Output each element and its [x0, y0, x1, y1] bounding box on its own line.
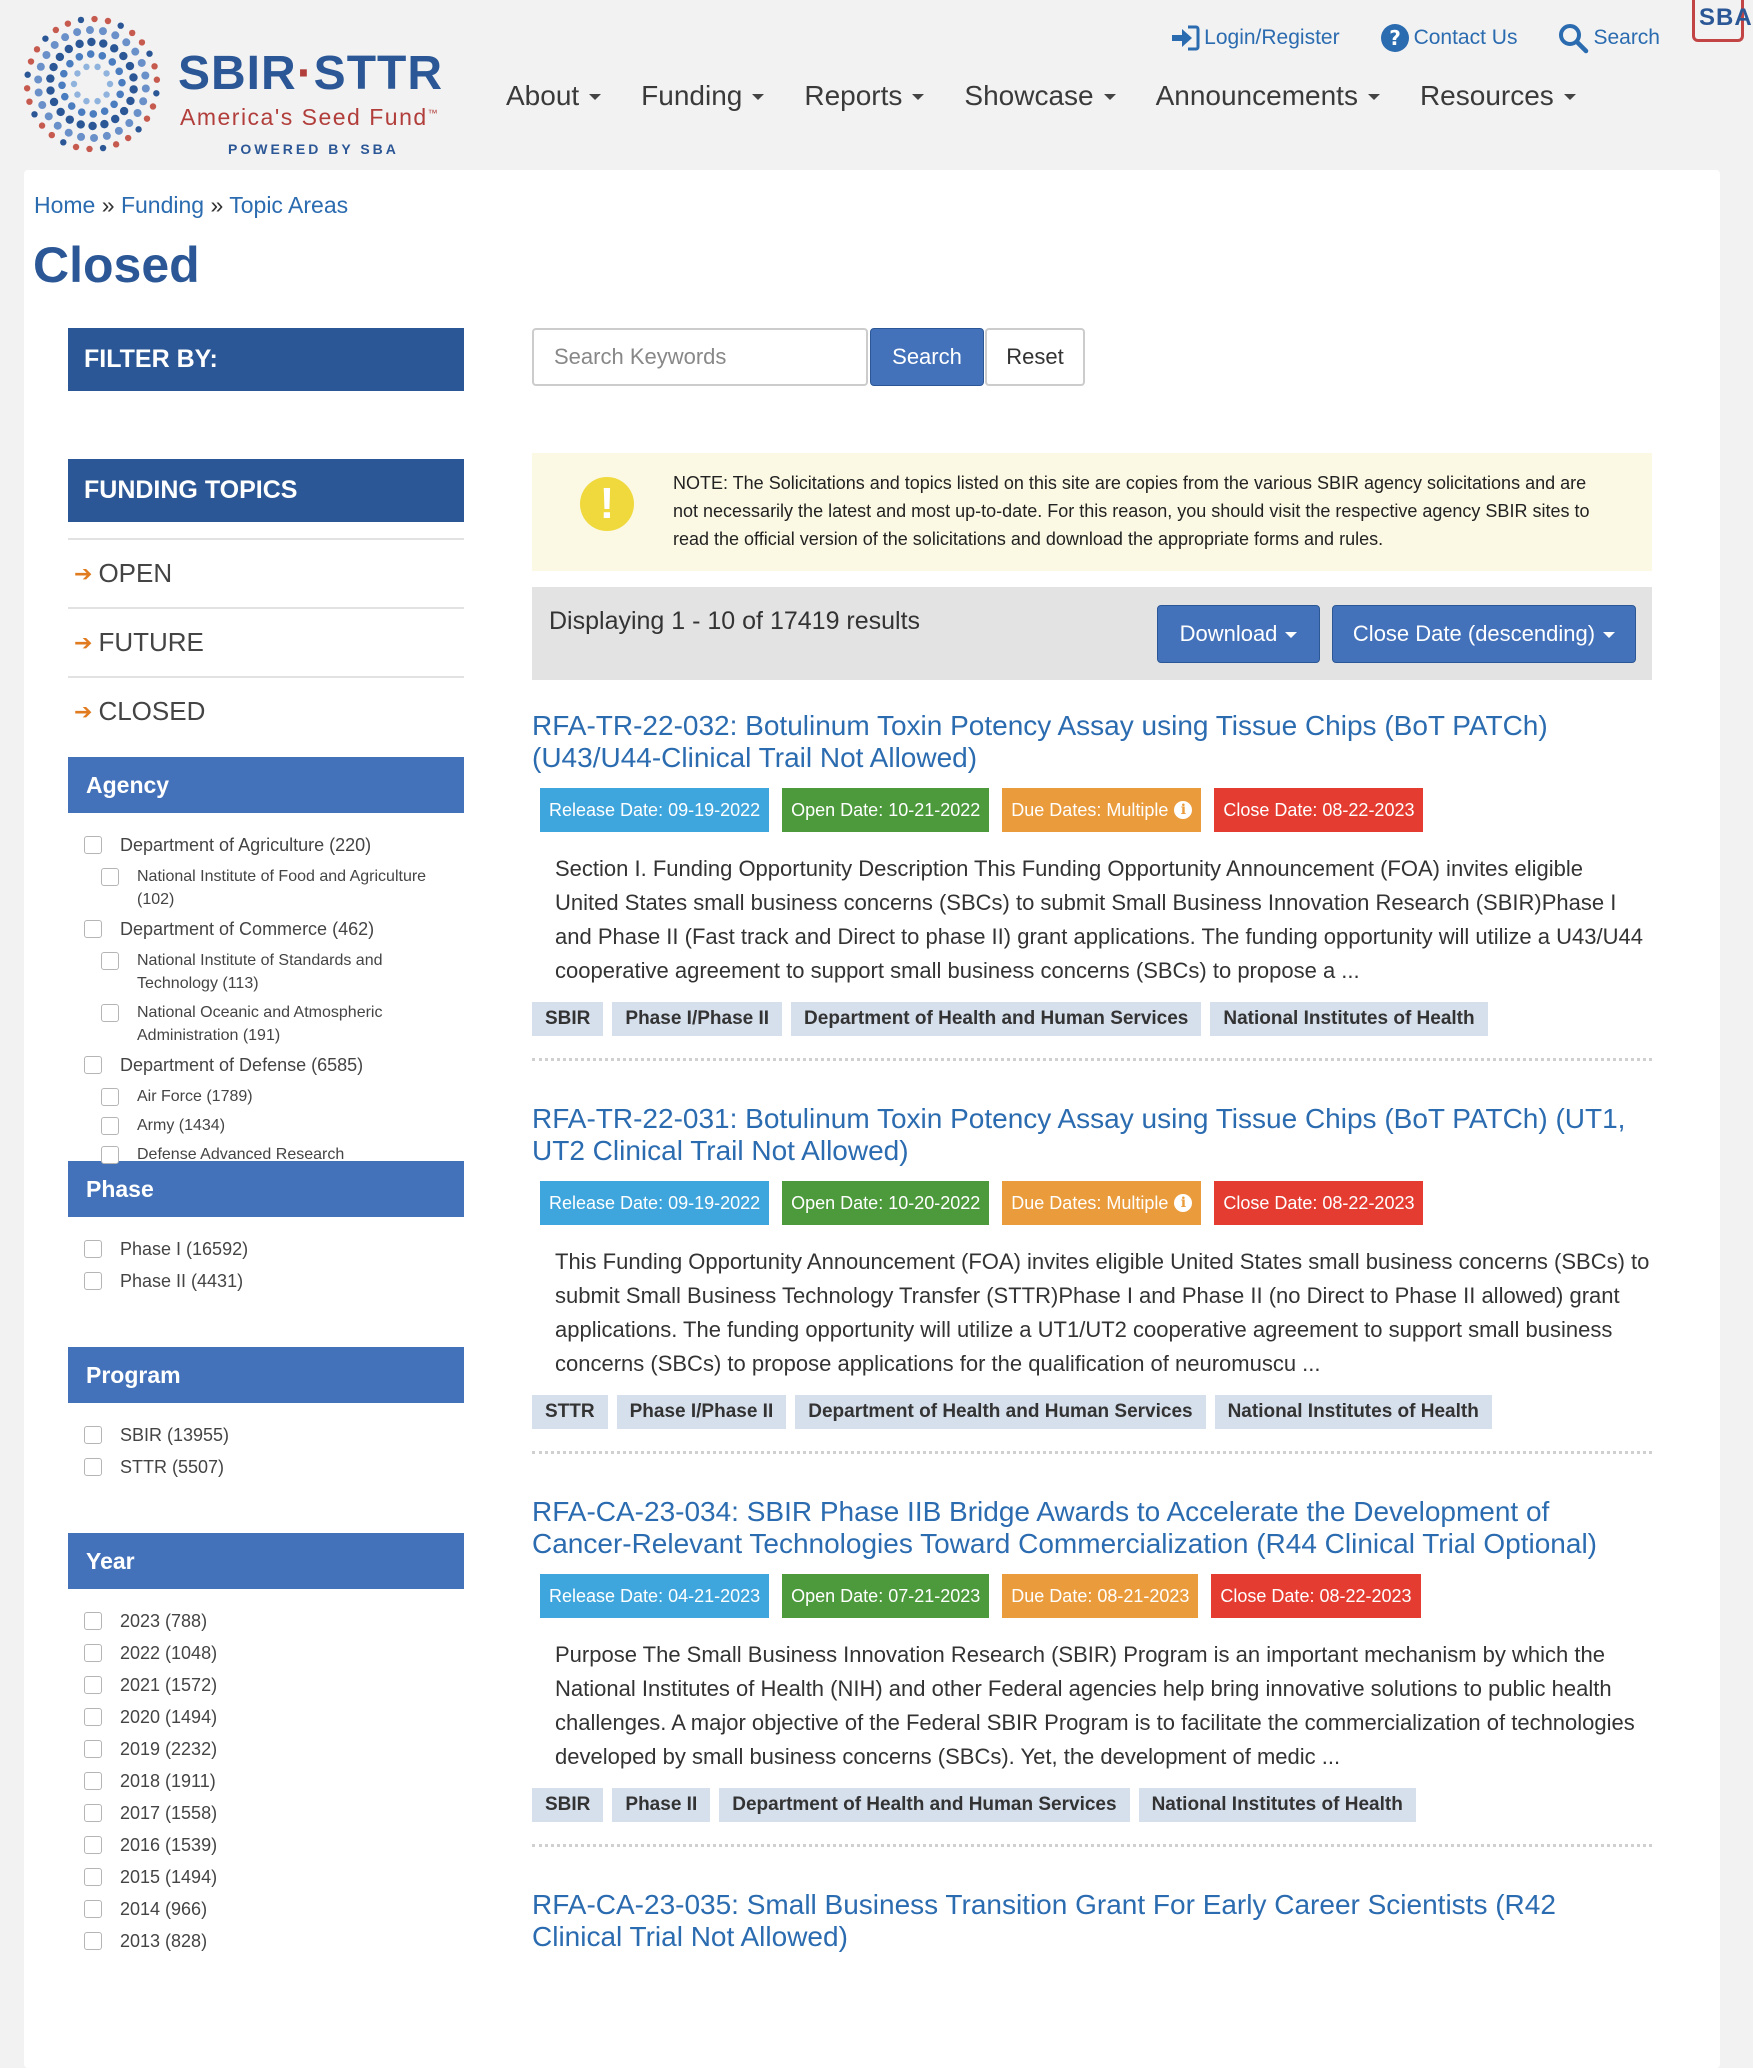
- filter-option[interactable]: [84, 1769, 464, 1793]
- nav-funding-label: Funding: [641, 80, 743, 111]
- results-column: [532, 328, 1652, 1953]
- filter-option-label: 2013 (828): [120, 1931, 208, 1951]
- result-dates: [532, 1181, 1652, 1225]
- filter-option-label: 2018 (1911): [120, 1771, 216, 1791]
- close-date-badge: Close Date: 08-22-2023: [1211, 1574, 1420, 1618]
- checkbox[interactable]: [101, 952, 119, 970]
- due-date-badge[interactable]: [1002, 788, 1201, 832]
- search-keywords-input[interactable]: [532, 328, 868, 386]
- filter-option[interactable]: [84, 1801, 464, 1825]
- sort-label: Close Date (descending): [1352, 621, 1596, 646]
- checkbox[interactable]: [101, 1004, 119, 1022]
- result-tag: STTR: [532, 1395, 608, 1429]
- checkbox[interactable]: [84, 1056, 102, 1074]
- breadcrumb-funding[interactable]: Funding: [120, 192, 205, 218]
- result-tag: National Institutes of Health: [1210, 1002, 1487, 1036]
- filter-option-label: National Institute of Food and Agriculture (102): [137, 868, 427, 908]
- checkbox[interactable]: [84, 1612, 102, 1630]
- result-tag: Phase I/Phase II: [617, 1395, 787, 1429]
- result-tag: Department of Health and Human Services: [795, 1395, 1205, 1429]
- phase-options: [68, 1217, 464, 1347]
- filter-option[interactable]: [84, 1833, 464, 1857]
- result-title-link[interactable]: RFA-TR-22-032: Botulinum Toxin Potency Assay using Tissue Chips (BoT PATCh) (U43/U44-Clinical Trail Not Allowed): [532, 710, 1548, 773]
- phase-facet: [68, 1161, 464, 1347]
- contact-us-label: Contact Us: [1413, 26, 1518, 49]
- filter-option-label: 2023 (788): [120, 1611, 208, 1631]
- filter-option[interactable]: [84, 1053, 464, 1077]
- filter-option-label: 2016 (1539): [120, 1835, 218, 1855]
- topic-future[interactable]: [68, 607, 464, 676]
- filter-option-label: 2019 (2232): [120, 1739, 218, 1759]
- checkbox[interactable]: [84, 1426, 102, 1444]
- filter-option-label: Phase I (16592): [120, 1239, 249, 1259]
- due-date-badge: [1002, 1574, 1198, 1618]
- filter-option[interactable]: [84, 1423, 464, 1447]
- filter-option-label: STTR (5507): [120, 1457, 225, 1477]
- result-tags: [532, 1395, 1652, 1429]
- filter-option[interactable]: [84, 833, 464, 857]
- caret-down-icon: [589, 94, 601, 100]
- due-date-label: Due Date: 08-21-2023: [1011, 1586, 1190, 1606]
- filter-option[interactable]: [84, 1929, 464, 1953]
- release-date-badge: Release Date: 09-19-2022: [540, 1181, 769, 1225]
- checkbox[interactable]: [84, 1804, 102, 1822]
- search-row: [532, 328, 1652, 386]
- topic-open-label: OPEN: [98, 558, 173, 588]
- filter-option[interactable]: [84, 865, 464, 911]
- result-tags: [532, 1002, 1652, 1036]
- checkbox[interactable]: [84, 1900, 102, 1918]
- logo-powered-by: POWERED BY SBA: [228, 141, 399, 157]
- nav-announcements[interactable]: [1156, 80, 1380, 112]
- question-circle-icon: [1380, 23, 1410, 53]
- result-tag: SBIR: [532, 1788, 603, 1822]
- caret-down-icon: [1104, 94, 1116, 100]
- result-dates: [532, 788, 1652, 832]
- page-title: Closed: [33, 237, 200, 293]
- nav-about-label: About: [506, 80, 580, 111]
- sbir-sttr-logo[interactable]: [20, 14, 443, 157]
- filter-sidebar: [68, 328, 464, 1951]
- filter-option-label: Army (1434): [137, 1117, 226, 1134]
- arrow-right-icon: ➔: [74, 698, 93, 724]
- sign-in-icon: [1170, 25, 1200, 51]
- result-description: Section I. Funding Opportunity Description This Funding Opportunity Announcement (FOA) invites eligible United States small business concerns (SBCs) to submit Small Business Innovation Research (SBIR)Phase I and Phase II (Fast track and Direct to phase II) grant applications. The funding opportunity will utilize a U43/U44 cooperative agreement to support small business concerns (SBCs) to propose a ...: [555, 856, 1643, 983]
- checkbox[interactable]: [84, 1458, 102, 1476]
- result-divider: [532, 1058, 1652, 1061]
- result-title-link[interactable]: RFA-CA-23-035: Small Business Transition Grant For Early Career Scientists (R42 Clinical Trial Not Allowed): [532, 1889, 1556, 1952]
- filter-option-label: 2022 (1048): [120, 1643, 218, 1663]
- info-icon[interactable]: i: [1174, 801, 1192, 819]
- filter-option[interactable]: [84, 1455, 464, 1479]
- funding-topics-heading: FUNDING TOPICS: [68, 459, 464, 522]
- nav-reports[interactable]: [804, 80, 924, 112]
- checkbox[interactable]: [84, 1772, 102, 1790]
- filter-option[interactable]: [84, 1269, 464, 1293]
- sba-logo[interactable]: [1692, 0, 1753, 42]
- filter-option[interactable]: [84, 1237, 464, 1261]
- result-tag: National Institutes of Health: [1215, 1395, 1492, 1429]
- arrow-right-icon: ➔: [74, 629, 93, 655]
- filter-option-label: 2014 (966): [120, 1899, 208, 1919]
- result-item: [532, 1103, 1652, 1454]
- year-facet-heading: Year: [68, 1533, 464, 1589]
- result-title-link[interactable]: RFA-CA-23-034: SBIR Phase IIB Bridge Awards to Accelerate the Development of Cancer-Relevant Technologies Toward Commercialization (R44 Clinical Trial Optional): [532, 1496, 1597, 1559]
- filter-option[interactable]: [84, 1085, 464, 1108]
- nav-announcements-label: Announcements: [1155, 80, 1358, 111]
- result-item: [532, 710, 1652, 1061]
- sort-dropdown[interactable]: [1332, 605, 1636, 663]
- release-date-badge: Release Date: 09-19-2022: [540, 788, 769, 832]
- content-card: [24, 170, 1720, 2068]
- filter-option[interactable]: [84, 1001, 464, 1047]
- checkbox[interactable]: [84, 1708, 102, 1726]
- search-button[interactable]: Search: [870, 328, 984, 386]
- nav-showcase[interactable]: [964, 80, 1115, 112]
- filter-option[interactable]: [84, 949, 464, 995]
- filter-option[interactable]: [84, 917, 464, 941]
- open-date-badge: Open Date: 07-21-2023: [782, 1574, 989, 1618]
- login-register-label: Login/Register: [1204, 26, 1340, 49]
- topic-future-label: FUTURE: [98, 627, 204, 657]
- download-button[interactable]: [1157, 605, 1320, 663]
- release-date-badge: Release Date: 04-21-2023: [540, 1574, 769, 1618]
- program-facet: [68, 1347, 464, 1533]
- site-header: [0, 0, 1753, 170]
- filter-by-heading: FILTER BY:: [68, 328, 464, 391]
- main-nav: [506, 80, 1616, 112]
- filter-option-label: Air Force (1789): [137, 1088, 253, 1105]
- year-options[interactable]: [68, 1589, 464, 1951]
- caret-down-icon: [752, 94, 764, 100]
- caret-down-icon: [1368, 94, 1380, 100]
- agency-facet: [68, 757, 464, 1163]
- filter-option-label: National Institute of Standards and Technology (113): [137, 952, 383, 992]
- nav-resources[interactable]: [1420, 80, 1576, 112]
- results-list: [532, 710, 1652, 1953]
- logo-tagline: America's Seed Fund™: [180, 104, 440, 130]
- filter-option-label: Defense Advanced Research: [137, 1146, 345, 1163]
- reset-button[interactable]: Reset: [985, 328, 1085, 386]
- checkbox[interactable]: [84, 920, 102, 938]
- sba-logo-text: SBA: [1699, 4, 1753, 31]
- agency-facet-heading: Agency: [68, 757, 464, 813]
- filter-option-label: Department of Agriculture (220): [120, 835, 372, 855]
- result-tag: SBIR: [532, 1002, 603, 1036]
- year-facet: [68, 1533, 464, 1951]
- checkbox[interactable]: [84, 1676, 102, 1694]
- filter-option-label: SBIR (13955): [120, 1425, 230, 1445]
- due-date-badge[interactable]: [1002, 1181, 1201, 1225]
- result-tag: Department of Health and Human Services: [719, 1788, 1129, 1822]
- result-description: Purpose The Small Business Innovation Research (SBIR) Program is an important mechanism by which the National Institutes of Health (NIH) and other Federal agencies help bring innovative solutions to public health challenges. A major objective of the Federal SBIR Program is to facilitate the commercialization of technologies developed by small business concerns (SBCs). Yet, the development of medic ...: [555, 1642, 1635, 1769]
- checkbox[interactable]: [84, 1740, 102, 1758]
- due-date-label: Due Dates: Multiple: [1011, 1193, 1169, 1213]
- program-options: [68, 1403, 464, 1533]
- results-count: Displaying 1 - 10 of 17419 results: [549, 607, 921, 635]
- funding-topics-list: [68, 538, 464, 745]
- filter-option-label: Department of Commerce (462): [120, 919, 375, 939]
- note-alert: [532, 453, 1652, 571]
- due-date-label: Due Dates: Multiple: [1011, 800, 1169, 820]
- nav-showcase-label: Showcase: [964, 80, 1094, 111]
- filter-option[interactable]: [84, 1641, 464, 1665]
- program-facet-heading: Program: [68, 1347, 464, 1403]
- checkbox[interactable]: [84, 1836, 102, 1854]
- caret-down-icon: [1603, 632, 1615, 638]
- info-icon[interactable]: i: [1174, 1194, 1192, 1212]
- filter-option[interactable]: [84, 1897, 464, 1921]
- note-text: NOTE: The Solicitations and topics listed on this site are copies from the various SBIR agency solicitations and are not necessarily the latest and most up-to-date. For this reason, you should visit the respective agency SBIR sites to read the official version of the solicitations and download the appropriate forms and rules.: [673, 473, 1590, 549]
- result-tag: National Institutes of Health: [1139, 1788, 1416, 1822]
- result-tags: [532, 1788, 1652, 1822]
- filter-option-label: Department of Defense (6585): [120, 1055, 364, 1075]
- checkbox[interactable]: [101, 1088, 119, 1106]
- filter-option[interactable]: [84, 1114, 464, 1137]
- checkbox[interactable]: [84, 1868, 102, 1886]
- result-tag: Department of Health and Human Services: [791, 1002, 1201, 1036]
- result-dates: [532, 1574, 1652, 1618]
- checkbox[interactable]: [84, 1932, 102, 1950]
- checkbox[interactable]: [84, 1644, 102, 1662]
- breadcrumb-separator: »: [210, 192, 224, 218]
- login-register-link[interactable]: [1170, 25, 1339, 51]
- topic-closed[interactable]: [68, 676, 464, 745]
- checkbox[interactable]: [101, 1117, 119, 1135]
- filter-option-label: 2017 (1558): [120, 1803, 218, 1823]
- nav-reports-label: Reports: [804, 80, 903, 111]
- close-date-badge: Close Date: 08-22-2023: [1214, 1181, 1423, 1225]
- agency-options[interactable]: [68, 813, 464, 1163]
- breadcrumb: [34, 192, 348, 219]
- search-label: Search: [1593, 26, 1660, 49]
- search-icon: [1557, 22, 1589, 54]
- seed-fund-logo-icon: [20, 14, 170, 154]
- download-label: Download: [1179, 621, 1278, 646]
- phase-facet-heading: Phase: [68, 1161, 464, 1217]
- breadcrumb-separator: »: [101, 192, 115, 218]
- checkbox[interactable]: [84, 836, 102, 854]
- nav-about[interactable]: [506, 80, 601, 112]
- logo-title: SBIR·STTR: [178, 47, 443, 100]
- checkbox[interactable]: [84, 1272, 102, 1290]
- exclamation-icon: !: [580, 477, 634, 531]
- filter-option[interactable]: [84, 1737, 464, 1761]
- filter-option-label: 2015 (1494): [120, 1867, 218, 1887]
- utility-nav: [1170, 18, 1750, 58]
- breadcrumb-topic-areas[interactable]: Topic Areas: [229, 192, 349, 218]
- caret-down-icon: [1564, 94, 1576, 100]
- contact-us-link[interactable]: [1380, 23, 1518, 53]
- filter-option[interactable]: [84, 1865, 464, 1889]
- caret-down-icon: [912, 94, 924, 100]
- arrow-right-icon: ➔: [74, 560, 93, 586]
- result-title-link[interactable]: RFA-TR-22-031: Botulinum Toxin Potency Assay using Tissue Chips (BoT PATCh) (UT1, UT2 Clinical Trail Not Allowed): [532, 1103, 1626, 1166]
- filter-option[interactable]: [84, 1609, 464, 1633]
- filter-option[interactable]: [84, 1673, 464, 1697]
- checkbox[interactable]: [84, 1240, 102, 1258]
- svg-text:?: ?: [1388, 26, 1401, 50]
- topic-open[interactable]: [68, 538, 464, 607]
- filter-option[interactable]: [84, 1705, 464, 1729]
- result-description: This Funding Opportunity Announcement (FOA) invites eligible United States small business concerns (SBCs) to submit Small Business Technology Transfer (STTR)Phase I and Phase II (no Direct to Phase II allowed) grant applications. The funding opportunity will utilize a UT1/UT2 cooperative agreement to support small business concerns (SBCs) to propose applications for the qualification of neuromuscu ...: [555, 1249, 1650, 1376]
- result-tag: Phase II: [612, 1788, 710, 1822]
- checkbox[interactable]: [101, 868, 119, 886]
- nav-resources-label: Resources: [1419, 80, 1554, 111]
- breadcrumb-home[interactable]: Home: [34, 192, 96, 218]
- filter-option-label: Phase II (4431): [120, 1271, 244, 1291]
- caret-down-icon: [1285, 632, 1297, 638]
- result-item: [532, 1496, 1652, 1847]
- result-tag: Phase I/Phase II: [612, 1002, 782, 1036]
- results-toolbar: [532, 587, 1652, 680]
- filter-option-label: 2021 (1572): [120, 1675, 218, 1695]
- filter-option-label: 2020 (1494): [120, 1707, 218, 1727]
- result-divider: [532, 1451, 1652, 1454]
- filter-option-label: National Oceanic and Atmospheric Administration (191): [137, 1004, 383, 1044]
- open-date-badge: Open Date: 10-21-2022: [782, 788, 989, 832]
- result-divider: [532, 1844, 1652, 1847]
- topic-closed-label: CLOSED: [98, 696, 206, 726]
- open-date-badge: Open Date: 10-20-2022: [782, 1181, 989, 1225]
- nav-funding[interactable]: [641, 80, 764, 112]
- close-date-badge: Close Date: 08-22-2023: [1214, 788, 1423, 832]
- search-link[interactable]: [1557, 22, 1660, 54]
- result-item: [532, 1889, 1652, 1953]
